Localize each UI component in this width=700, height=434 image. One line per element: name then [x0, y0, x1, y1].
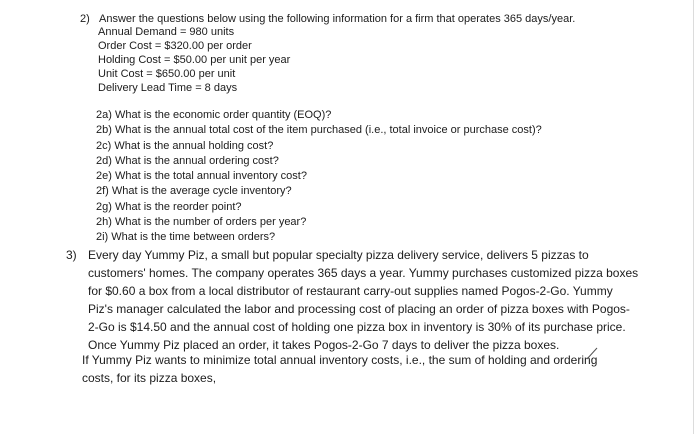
- q3-line: Every day Yummy Piz, a small but popular specialty pizza delivery service, delivers 5 pizzas to: [88, 248, 589, 262]
- subquestion-label: 2a): [96, 109, 112, 121]
- q3-number: 3): [66, 248, 77, 262]
- q3-followup-line: If Yummy Piz wants to minimize total annual inventory costs, i.e., the sum of holding and ordering: [82, 353, 598, 367]
- subquestion-text: What is the time between orders?: [111, 231, 276, 244]
- subquestion-label: 2c): [96, 139, 112, 152]
- subquestion-text: What is the average cycle inventory?: [111, 185, 292, 198]
- subquestion-2f: [96, 184, 542, 199]
- q3-line: for $0.60 a box from a local distributor of restaurant carry-out supplies named Pogos-2-Go. Yummy: [88, 284, 613, 298]
- q2-intro: Answer the questions below using the following information for a firm that operates 365 days/year.: [99, 13, 576, 25]
- subquestion-label: 2i): [96, 231, 109, 244]
- subquestion-2g: [96, 200, 542, 215]
- q3-followup-line: costs, for its pizza boxes,: [82, 371, 217, 385]
- subquestion-text: What is the annual ordering cost?: [114, 154, 279, 167]
- subquestion-text: What is the annual holding cost?: [114, 139, 274, 152]
- q2-number: 2): [80, 13, 90, 25]
- subquestion-2b: [96, 123, 542, 138]
- subquestion-text: What is the annual total cost of the item purchased (i.e., total invoice or purchase cost)?: [114, 124, 542, 137]
- subquestion-2i: [96, 230, 542, 245]
- page-edge-line: [693, 0, 694, 434]
- q3-line: 2-Go is $14.50 and the annual cost of holding one pizza box in inventory is 30% of its purchase price.: [88, 320, 626, 334]
- subquestion-2a: [96, 108, 542, 123]
- given-annual-demand: Annual Demand = 980 units: [98, 26, 235, 38]
- subquestion-text: What is the number of orders per year?: [114, 216, 307, 229]
- subquestion-text: What is the total annual inventory cost?: [114, 170, 307, 183]
- subquestion-label: 2f): [96, 185, 109, 198]
- subquestion-label: 2g): [96, 200, 112, 213]
- subquestion-label: 2b): [96, 124, 112, 137]
- subquestion-2h: [96, 215, 542, 230]
- subquestion-2c: [96, 139, 542, 154]
- subquestion-text: What is the economic order quantity (EOQ)?: [114, 109, 332, 121]
- q3-paragraph: [88, 246, 638, 354]
- q3-line: customers' homes. The company operates 365 days a year. Yummy purchases customized pizza boxes: [88, 266, 639, 280]
- subquestion-2d: [96, 154, 542, 169]
- given-holding-cost: Holding Cost = $50.00 per unit per year: [98, 54, 291, 66]
- given-lead-time: Delivery Lead Time = 8 days: [98, 82, 238, 94]
- q2-given-list: [98, 25, 290, 95]
- subquestion-label: 2h): [96, 216, 112, 229]
- subquestion-2e: [96, 169, 542, 184]
- q3-line: Piz's manager calculated the labor and processing cost of placing an order of pizza boxes with Pogos-: [88, 302, 630, 316]
- q3-line: Once Yummy Piz placed an order, it takes Pogos-2-Go 7 days to deliver the pizza boxes.: [88, 338, 560, 352]
- given-order-cost: Order Cost = $320.00 per order: [98, 40, 252, 52]
- q2-subquestion-list: [96, 108, 542, 246]
- given-unit-cost: Unit Cost = $650.00 per unit: [98, 68, 236, 80]
- subquestion-label: 2e): [96, 170, 112, 183]
- subquestion-label: 2d): [96, 154, 112, 167]
- q3-followup: [82, 351, 597, 387]
- pen-mark-icon: [586, 347, 598, 361]
- subquestion-text: What is the reorder point?: [114, 200, 242, 213]
